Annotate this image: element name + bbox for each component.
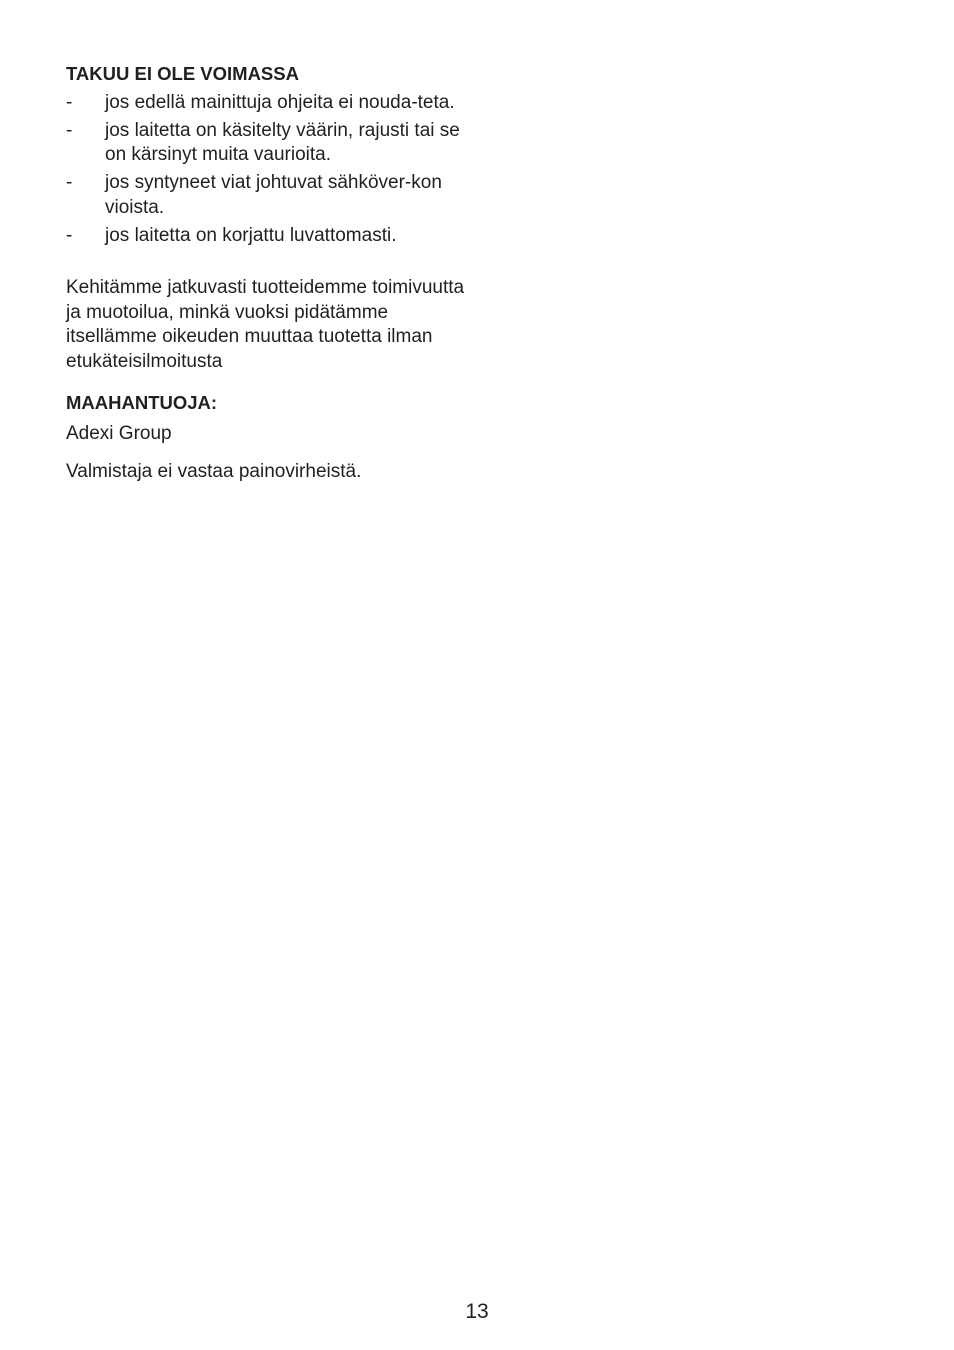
list-item-text: jos syntyneet viat johtuvat sähköver-kon vioista. xyxy=(105,172,442,218)
list-item xyxy=(66,119,466,168)
printing-disclaimer: Valmistaja ei vastaa painovirheistä. xyxy=(66,461,362,482)
list-item xyxy=(66,224,466,249)
page-content xyxy=(66,62,466,485)
list-item-text: jos laitetta on käsitelty väärin, rajusti tai se on kärsinyt muita vaurioita. xyxy=(105,119,460,165)
list-item xyxy=(66,171,466,220)
bullet-dash: - xyxy=(66,119,73,141)
warranty-heading: TAKUU EI OLE VOIMASSA xyxy=(66,63,299,84)
development-note: Kehitämme jatkuvasti tuotteidemme toimivuutta ja muotoilua, minkä vuoksi pidätämme itsellämme oikeuden muuttaa tuotetta ilman etukäteisilmoitusta xyxy=(66,277,465,372)
importer-heading: MAAHANTUOJA: xyxy=(66,392,218,413)
list-item-text: jos edellä mainittuja ohjeita ei nouda-teta. xyxy=(105,91,455,113)
warranty-exclusions-list xyxy=(66,91,466,249)
bullet-dash: - xyxy=(66,224,73,246)
page-number: 13 xyxy=(465,1300,489,1323)
bullet-dash: - xyxy=(66,172,73,193)
importer-name: Adexi Group xyxy=(66,422,172,444)
bullet-dash: - xyxy=(66,91,73,113)
list-item xyxy=(66,91,466,116)
list-item-text: jos laitetta on korjattu luvattomasti. xyxy=(105,224,397,246)
